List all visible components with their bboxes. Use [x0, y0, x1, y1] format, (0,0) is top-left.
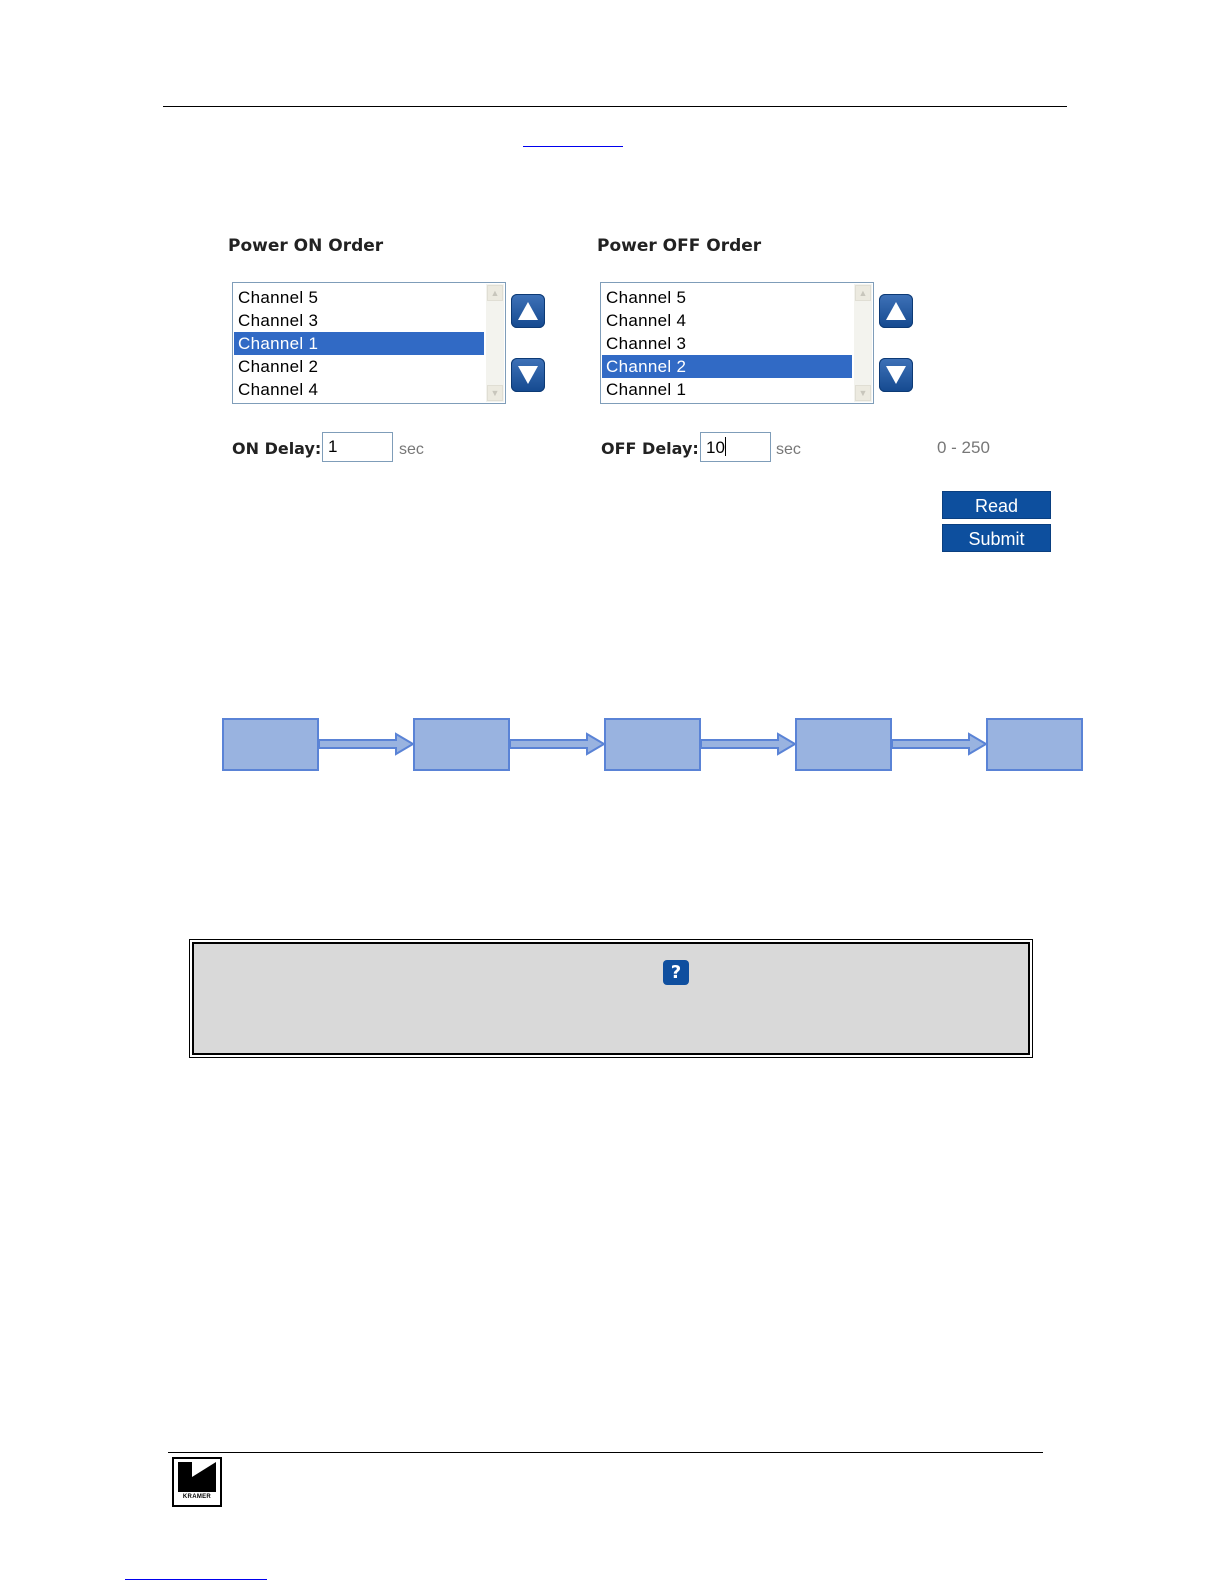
on-delay-label: ON Delay: [232, 439, 322, 458]
kramer-logo [172, 1457, 222, 1507]
scroll-up-icon[interactable]: ▲ [487, 285, 503, 301]
on-delay-unit: sec [399, 441, 424, 458]
power-on-list-item[interactable]: Channel 1 [234, 332, 484, 355]
power-on-list-item[interactable]: Channel 4 [238, 380, 319, 399]
logo-word: KRAMER [182, 1494, 212, 1500]
off-delay-label: OFF Delay: [601, 439, 699, 458]
power-on-title: Power ON Order [228, 236, 384, 256]
note-panel [192, 942, 1030, 1055]
power-off-list-item[interactable]: Channel 5 [606, 288, 687, 307]
power-off-title: Power OFF Order [597, 236, 762, 256]
power-off-list-item[interactable]: Channel 4 [606, 311, 687, 330]
question-icon[interactable]: ? [663, 960, 689, 985]
power-on-list-item[interactable]: Channel 5 [238, 288, 319, 307]
off-delay-value: 10 [706, 438, 725, 457]
on-delay-input[interactable]: 1 [322, 432, 393, 462]
delay-range-hint: 0 - 250 [937, 438, 990, 457]
footer-rule [168, 1452, 1043, 1453]
scroll-down-icon[interactable]: ▼ [487, 385, 503, 401]
power-off-list-item[interactable]: Channel 3 [606, 334, 687, 353]
flow-arrow-3 [701, 734, 795, 754]
footer-link-underline[interactable] [125, 1579, 267, 1580]
scroll-up-icon[interactable]: ▲ [855, 285, 871, 301]
note-box [189, 939, 1033, 1058]
submit-button[interactable]: Submit [942, 524, 1051, 552]
read-button[interactable]: Read [942, 491, 1051, 519]
off-delay-unit: sec [776, 441, 801, 458]
power-off-list-item[interactable]: Channel 1 [606, 380, 687, 399]
logo-mark-cut [192, 1462, 216, 1477]
scroll-down-icon[interactable]: ▼ [855, 385, 871, 401]
power-on-list-item[interactable]: Channel 2 [238, 357, 319, 376]
flow-arrow-2 [510, 734, 604, 754]
flow-arrow-1 [319, 734, 413, 754]
power-on-list-item[interactable]: Channel 3 [238, 311, 319, 330]
power-off-list-item[interactable]: Channel 2 [602, 355, 852, 378]
flow-arrow-4 [892, 734, 986, 754]
